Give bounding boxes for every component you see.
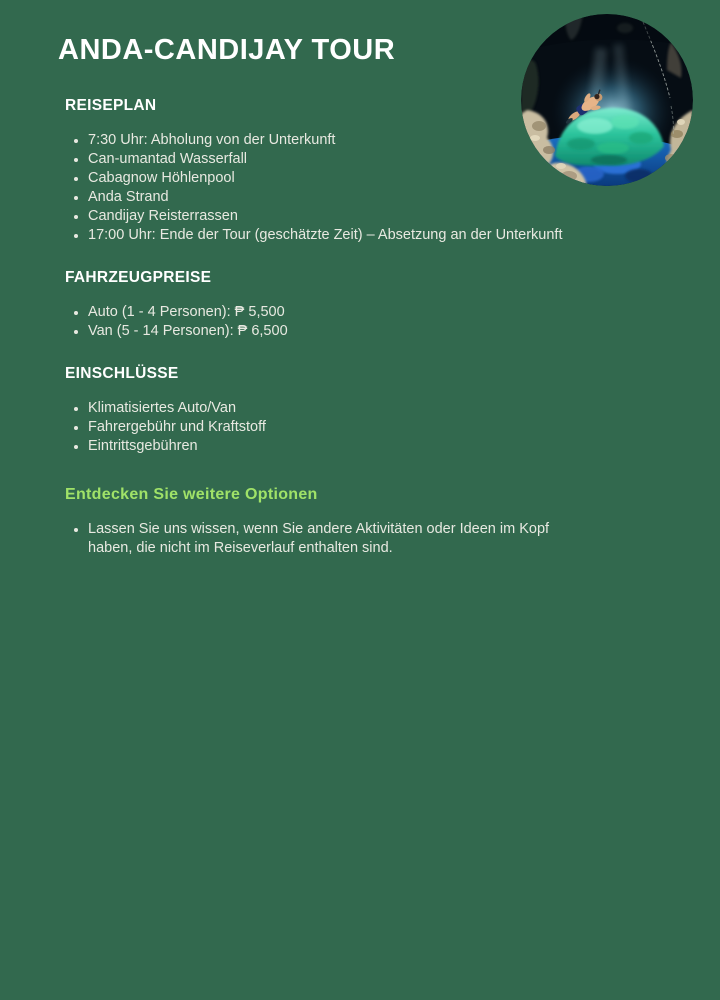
list-item: • Anda Strand [88,188,625,207]
page-title: ANDA-CANDIJAY TOUR [58,34,396,66]
list-item: • 7:30 Uhr: Abholung von der Unterkunft [88,131,625,150]
einschluesse-list [65,399,625,456]
list-item: • 17:00 Uhr: Ende der Tour (geschätzte Zeit) – Absetzung an der Unterkunft [88,226,625,245]
list-item: • Cabagnow Höhlenpool [88,169,625,188]
list-item: • Can-umantad Wasserfall [88,150,625,169]
flyer-content [58,33,625,558]
list-item: • Van (5 - 14 Personen): ₱ 6,500 [88,322,625,341]
section-heading-fahrzeugpreise: FAHRZEUGPREISE [65,269,212,286]
section-heading-weitere-optionen: Entdecken Sie weitere Optionen [65,486,318,503]
list-item: • Candijay Reisterrassen [88,207,625,226]
list-item: • Klimatisiertes Auto/Van [88,399,625,418]
section-heading-einschluesse: EINSCHLÜSSE [65,365,179,382]
list-item: • Lassen Sie uns wissen, wenn Sie andere Aktivitäten oder Ideen im Kopf haben, die nicht im Reiseverlauf enthalten sind. [88,520,555,558]
section-heading-reiseplan: REISEPLAN [65,97,157,114]
reiseplan-list [65,131,625,245]
fahrzeugpreise-list [65,303,625,341]
list-item: • Eintrittsgebühren [88,437,625,456]
list-item: • Fahrergebühr und Kraftstoff [88,418,625,437]
list-item: • Auto (1 - 4 Personen): ₱ 5,500 [88,303,625,322]
weitere-optionen-list [65,520,555,558]
